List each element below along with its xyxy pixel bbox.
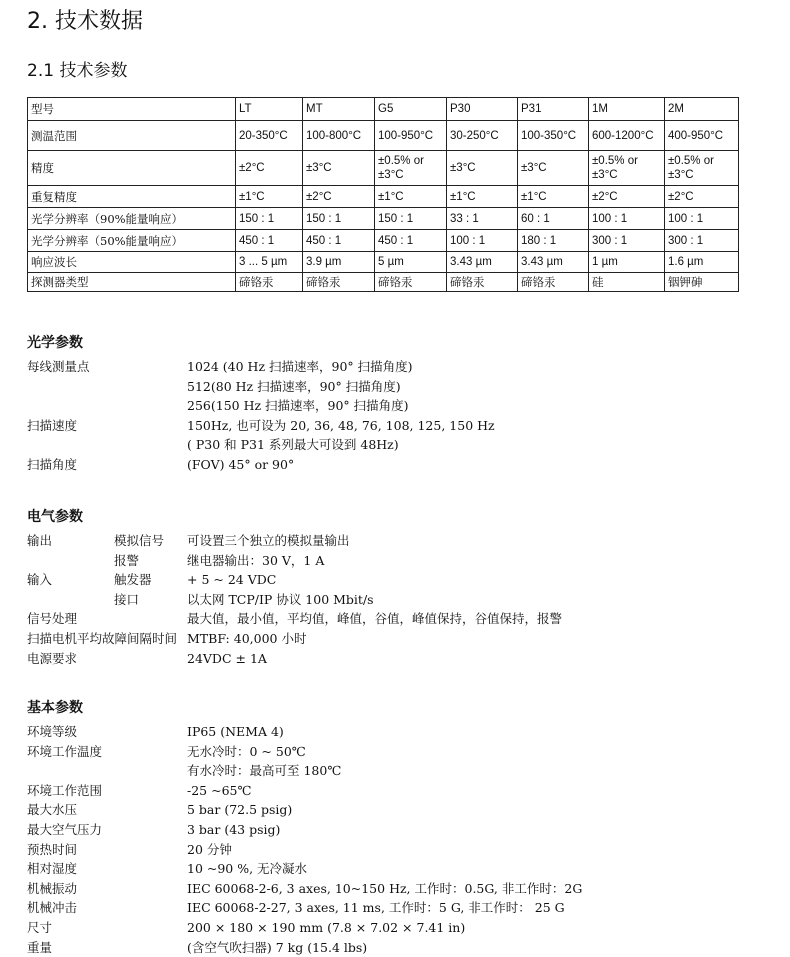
spec-sublabel: 报警 xyxy=(114,552,140,568)
spec-row xyxy=(27,898,565,918)
spec-value: 24VDC ± 1A xyxy=(187,650,267,666)
spec-row xyxy=(27,416,495,436)
table-cell: P31 xyxy=(518,98,589,121)
spec-row xyxy=(27,435,399,455)
row-label: 重复精度 xyxy=(28,186,236,208)
table-cell: 2M xyxy=(665,98,739,121)
table-cell: ±3°C xyxy=(447,151,518,186)
table-cell: 20-350°C xyxy=(236,121,303,151)
spec-row xyxy=(27,531,350,551)
table-row xyxy=(28,252,739,273)
spec-value: 可设置三个独立的模拟量输出 xyxy=(187,533,350,548)
spec-value: -25 ~65℃ xyxy=(187,782,252,798)
table-cell: 150 : 1 xyxy=(375,208,447,230)
spec-row xyxy=(27,455,295,475)
table-cell: 100 : 1 xyxy=(447,230,518,252)
spec-label: 预热时间 xyxy=(27,841,78,857)
spec-label: 电源要求 xyxy=(27,650,78,666)
table-cell: ±0.5% or ±3°C xyxy=(589,151,665,186)
table-cell: 碲铬汞 xyxy=(447,273,518,292)
table-cell: 180 : 1 xyxy=(518,230,589,252)
spec-row xyxy=(27,879,583,899)
table-row xyxy=(28,230,739,252)
table-cell: 3.43 µm xyxy=(518,252,589,273)
table-row xyxy=(28,208,739,230)
table-cell: 100-350°C xyxy=(518,121,589,151)
table-cell: ±2°C xyxy=(236,151,303,186)
spec-row xyxy=(27,800,293,820)
table-cell: 60 : 1 xyxy=(518,208,589,230)
spec-table xyxy=(27,97,739,292)
table-row xyxy=(28,98,739,121)
table-cell: 400-950°C xyxy=(665,121,739,151)
spec-row xyxy=(27,840,232,860)
spec-section xyxy=(27,697,583,957)
row-label: 探测器类型 xyxy=(28,273,236,292)
spec-label: 扫描速度 xyxy=(27,417,78,433)
table-row xyxy=(28,186,739,208)
spec-value: 最大值，最小值，平均值，峰值，谷值，峰值保持，谷值保持，报警 xyxy=(187,611,563,627)
table-cell: 碲铬汞 xyxy=(375,273,447,292)
table-cell: 硅 xyxy=(589,273,665,292)
table-cell: ±0.5% or ±3°C xyxy=(665,151,739,186)
spec-label: 输入 xyxy=(27,572,53,588)
table-row xyxy=(28,273,739,292)
table-cell: 300 : 1 xyxy=(589,230,665,252)
spec-label: 信号处理 xyxy=(27,611,78,627)
row-label: 精度 xyxy=(28,151,236,186)
row-label: 光学分辨率（90%能量响应） xyxy=(28,208,236,230)
spec-value: 150Hz, 也可设为 20, 36, 48, 76, 108, 125, 150 Hz xyxy=(187,417,495,433)
table-cell: 碲铬汞 xyxy=(236,273,303,292)
row-label: 型号 xyxy=(28,98,236,121)
section-title: 2.1 技术参数 xyxy=(27,61,128,81)
table-cell: 铟钾砷 xyxy=(665,273,739,292)
spec-row xyxy=(27,551,325,571)
table-cell: 3.9 µm xyxy=(303,252,375,273)
table-cell: 100-950°C xyxy=(375,121,447,151)
spec-label: 输出 xyxy=(27,533,53,548)
spec-label: 尺寸 xyxy=(27,919,53,935)
table-cell: 300 : 1 xyxy=(665,230,739,252)
spec-sublabel: 模拟信号 xyxy=(114,533,165,548)
table-cell: 30-250°C xyxy=(447,121,518,151)
spec-value: 256(150 Hz 扫描速率，90° 扫描角度) xyxy=(187,398,409,414)
spec-value: (含空气吹扫器) 7 kg (15.4 lbs) xyxy=(187,939,368,955)
spec-value: IEC 60068-2-27, 3 axes, 11 ms, 工作时：5 G, 非工作时： 25 G xyxy=(187,900,565,916)
spec-row xyxy=(27,649,267,669)
table-cell: 3.43 µm xyxy=(447,252,518,273)
table-row xyxy=(28,151,739,186)
spec-row xyxy=(27,722,284,742)
spec-label: 最大水压 xyxy=(27,802,78,818)
spec-label: 环境等级 xyxy=(27,724,78,739)
table-cell: ±1°C xyxy=(447,186,518,208)
spec-value: 512(80 Hz 扫描速率，90° 扫描角度) xyxy=(187,378,401,394)
table-cell: 33 : 1 xyxy=(447,208,518,230)
table-cell: 450 : 1 xyxy=(236,230,303,252)
spec-value: 3 bar (43 psig) xyxy=(187,821,281,837)
spec-value: 1024 (40 Hz 扫描速率，90° 扫描角度) xyxy=(187,359,413,374)
spec-section xyxy=(27,506,563,668)
row-label: 测温范围 xyxy=(28,121,236,151)
spec-row xyxy=(27,820,281,840)
spec-value: IP65 (NEMA 4) xyxy=(187,724,284,739)
table-cell: 100 : 1 xyxy=(589,208,665,230)
table-cell: 600-1200°C xyxy=(589,121,665,151)
row-label: 响应波长 xyxy=(28,252,236,273)
table-cell: 150 : 1 xyxy=(236,208,303,230)
spec-row xyxy=(27,396,409,416)
spec-row xyxy=(27,609,563,629)
spec-value: 有水冷时：最高可至 180℃ xyxy=(187,763,342,779)
table-cell: ±2°C xyxy=(303,186,375,208)
table-cell: 1M xyxy=(589,98,665,121)
table-cell: P30 xyxy=(447,98,518,121)
spec-value: + 5 ~ 24 VDC xyxy=(187,572,277,588)
table-cell: ±1°C xyxy=(518,186,589,208)
spec-row xyxy=(27,918,466,938)
spec-value: (FOV) 45° or 90° xyxy=(187,456,295,472)
section-heading: 基本参数 xyxy=(27,700,83,716)
table-cell: 150 : 1 xyxy=(303,208,375,230)
spec-value: ( P30 和 P31 系列最大可设到 48Hz) xyxy=(187,437,399,453)
spec-sublabel: 触发器 xyxy=(114,572,152,588)
table-cell: 1 µm xyxy=(589,252,665,273)
spec-label: 最大空气压力 xyxy=(27,821,103,837)
spec-label: 环境工作范围 xyxy=(27,782,103,798)
spec-row xyxy=(27,590,374,610)
spec-row xyxy=(27,629,307,649)
table-cell: 1.6 µm xyxy=(665,252,739,273)
table-cell: 450 : 1 xyxy=(303,230,375,252)
spec-value: 10 ~90 %, 无冷凝水 xyxy=(187,861,308,877)
table-cell: ±3°C xyxy=(303,151,375,186)
spec-label: 环境工作温度 xyxy=(27,743,103,759)
spec-label: 扫描角度 xyxy=(27,456,78,472)
spec-label: 扫描电机平均故障间隔时间 xyxy=(27,630,178,646)
table-cell: 450 : 1 xyxy=(375,230,447,252)
spec-value: 20 分钟 xyxy=(187,841,232,857)
spec-section xyxy=(27,332,495,475)
table-cell: ±2°C xyxy=(589,186,665,208)
table-cell: 100 : 1 xyxy=(665,208,739,230)
spec-label: 每线测量点 xyxy=(27,359,90,374)
table-cell: 5 µm xyxy=(375,252,447,273)
table-cell: ±0.5% or ±3°C xyxy=(375,151,447,186)
table-cell: 碲铬汞 xyxy=(303,273,375,292)
spec-label: 重量 xyxy=(27,939,53,955)
table-cell: ±1°C xyxy=(236,186,303,208)
spec-row xyxy=(27,859,308,879)
table-cell: 碲铬汞 xyxy=(518,273,589,292)
spec-row xyxy=(27,742,306,762)
spec-value: 无水冷时：0 ~ 50℃ xyxy=(187,743,306,759)
spec-row xyxy=(27,377,401,397)
table-cell: G5 xyxy=(375,98,447,121)
section-heading: 电气参数 xyxy=(27,509,83,525)
spec-value: MTBF: 40,000 小时 xyxy=(187,630,307,646)
spec-row xyxy=(27,938,368,957)
table-cell: ±2°C xyxy=(665,186,739,208)
table-cell: 100-800°C xyxy=(303,121,375,151)
table-cell: 3 ... 5 µm xyxy=(236,252,303,273)
row-label: 光学分辨率（50%能量响应） xyxy=(28,230,236,252)
spec-value: 继电器输出：30 V，1 A xyxy=(187,552,325,568)
spec-row xyxy=(27,570,277,590)
table-cell: ±1°C xyxy=(375,186,447,208)
spec-value: 200 × 180 × 190 mm (7.8 × 7.02 × 7.41 in) xyxy=(187,919,466,935)
spec-row xyxy=(27,761,342,781)
table-cell: ±3°C xyxy=(518,151,589,186)
spec-row xyxy=(27,357,413,377)
table-row xyxy=(28,121,739,151)
spec-row xyxy=(27,781,252,801)
table-cell: MT xyxy=(303,98,375,121)
page-title: 2. 技术数据 xyxy=(27,9,143,34)
section-heading: 光学参数 xyxy=(27,335,83,351)
table-cell: LT xyxy=(236,98,303,121)
spec-label: 机械冲击 xyxy=(27,900,78,916)
spec-label: 相对湿度 xyxy=(27,861,78,877)
spec-sublabel: 接口 xyxy=(114,591,140,607)
spec-value: IEC 60068-2-6, 3 axes, 10~150 Hz, 工作时：0.5G, 非工作时：2G xyxy=(187,880,583,896)
spec-value: 以太网 TCP/IP 协议 100 Mbit/s xyxy=(187,591,374,607)
spec-label: 机械振动 xyxy=(27,880,78,896)
spec-value: 5 bar (72.5 psig) xyxy=(187,802,293,818)
